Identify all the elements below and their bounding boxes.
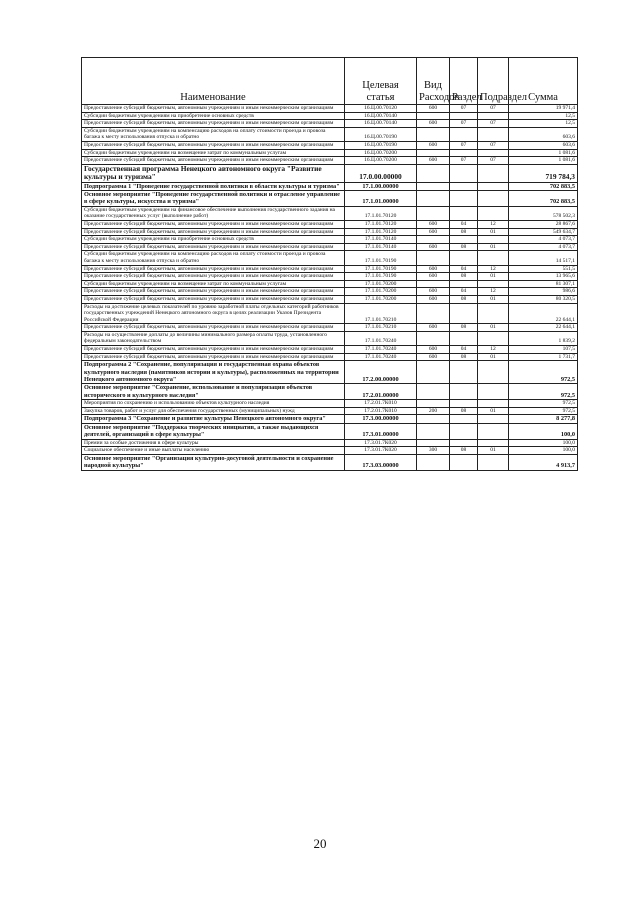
row-target: 17.3.03.00000 bbox=[345, 454, 417, 470]
table-row bbox=[82, 361, 578, 384]
row-section: 07 bbox=[450, 157, 478, 165]
row-section bbox=[450, 423, 478, 439]
table-row bbox=[82, 265, 578, 273]
row-sum: 549 634,7 bbox=[509, 228, 578, 236]
row-subsection bbox=[478, 361, 509, 384]
row-section bbox=[450, 280, 478, 288]
row-section bbox=[450, 384, 478, 400]
row-sum: 19 971,4 bbox=[509, 105, 578, 113]
row-type: 600 bbox=[417, 295, 450, 303]
table-row bbox=[82, 454, 578, 470]
row-subsection bbox=[478, 127, 509, 141]
row-target: 17.1.01.70120 bbox=[345, 228, 417, 236]
row-target: 16.Ц.00.70200 bbox=[345, 157, 417, 165]
row-type: 600 bbox=[417, 324, 450, 332]
table-row bbox=[82, 346, 578, 354]
row-target: 17.1.01.70200 bbox=[345, 288, 417, 296]
row-name: Предоставление субсидий бюджетным, автономным учреждениям и иным некоммерческим организациям bbox=[82, 120, 345, 128]
row-name: Субсидии бюджетным учреждениям на компенсацию расходов на оплату стоимости проезда и провоза багажа к месту использования отпуска и обратно bbox=[82, 127, 345, 141]
row-section: 08 bbox=[450, 273, 478, 281]
header-subsection: Подраздел bbox=[478, 58, 509, 105]
row-name: Предоставление субсидий бюджетным, автономным учреждениям и иным некоммерческим организациям bbox=[82, 157, 345, 165]
row-type bbox=[417, 251, 450, 265]
row-subsection: 07 bbox=[478, 120, 509, 128]
row-type: 600 bbox=[417, 273, 450, 281]
row-name: Расходы на достижение целевых показателей по уровню заработной платы отдельных категорий работников государственных учреждений Ненецкого автономного округа в целях реализации Указов Президента Российской Федерации bbox=[82, 303, 345, 324]
row-subsection: 12 bbox=[478, 288, 509, 296]
row-name: Подпрограмма 2 "Сохранение, популяризация и государственная охрана объектов культурного наследия (памятников истории и культуры), расположенных на территории Ненецкого автономного округа" bbox=[82, 361, 345, 384]
row-name: Субсидии бюджетным учреждениям на приобретение основных средств bbox=[82, 236, 345, 244]
row-type: 600 bbox=[417, 120, 450, 128]
row-target: 16.Ц.00.70190 bbox=[345, 141, 417, 149]
table-header-row bbox=[82, 58, 578, 105]
row-sum: 972,5 bbox=[509, 400, 578, 408]
row-target: 17.3.01.7К020 bbox=[345, 439, 417, 447]
row-subsection bbox=[478, 149, 509, 157]
row-sum: 107,5 bbox=[509, 346, 578, 354]
row-section bbox=[450, 149, 478, 157]
page-number: 20 bbox=[313, 836, 327, 851]
row-target: 17.1.01.70190 bbox=[345, 273, 417, 281]
row-name: Основное мероприятие "Проведение государственной политики и отраслевое управление в сфере культуры, искусства и туризма" bbox=[82, 190, 345, 206]
row-subsection bbox=[478, 190, 509, 206]
row-type bbox=[417, 280, 450, 288]
row-section: 07 bbox=[450, 120, 478, 128]
row-section bbox=[450, 190, 478, 206]
row-subsection bbox=[478, 303, 509, 324]
row-type bbox=[417, 182, 450, 190]
table-body bbox=[82, 105, 578, 471]
row-sum: 986,6 bbox=[509, 288, 578, 296]
row-type bbox=[417, 439, 450, 447]
row-name: Предоставление субсидий бюджетным, автономным учреждениям и иным некоммерческим организациям bbox=[82, 324, 345, 332]
row-type bbox=[417, 423, 450, 439]
row-section bbox=[450, 251, 478, 265]
row-subsection: 01 bbox=[478, 273, 509, 281]
row-name: Социальное обеспечение и иные выплаты населению bbox=[82, 447, 345, 455]
row-type: 600 bbox=[417, 288, 450, 296]
row-target: 16.Ц.00.70190 bbox=[345, 127, 417, 141]
row-type bbox=[417, 361, 450, 384]
row-type bbox=[417, 331, 450, 345]
row-target: 17.2.01.7К010 bbox=[345, 407, 417, 415]
row-subsection: 01 bbox=[478, 295, 509, 303]
row-name: Предоставление субсидий бюджетным, автономным учреждениям и иным некоммерческим организациям bbox=[82, 220, 345, 228]
row-name: Предоставление субсидий бюджетным, автономным учреждениям и иным некоммерческим организациям bbox=[82, 288, 345, 296]
row-type: 300 bbox=[417, 447, 450, 455]
row-type bbox=[417, 384, 450, 400]
row-sum: 1 081,6 bbox=[509, 157, 578, 165]
row-target: 16.Ц.00.70140 bbox=[345, 120, 417, 128]
row-subsection: 07 bbox=[478, 105, 509, 113]
row-sum: 702 883,5 bbox=[509, 182, 578, 190]
header-section: Раздел bbox=[450, 58, 478, 105]
table-row bbox=[82, 190, 578, 206]
table-row bbox=[82, 251, 578, 265]
row-subsection: 07 bbox=[478, 141, 509, 149]
row-sum: 8 277,8 bbox=[509, 415, 578, 423]
table-row bbox=[82, 439, 578, 447]
table-row bbox=[82, 384, 578, 400]
row-name: Основное мероприятие "Организация культурно-досуговой деятельности и сохранение народной культуры" bbox=[82, 454, 345, 470]
row-name: Субсидии бюджетным учреждениям на приобретение основных средств bbox=[82, 112, 345, 120]
row-name: Подпрограмма 1 "Проведение государственной политики в области культуры и туризма" bbox=[82, 182, 345, 190]
row-subsection bbox=[478, 206, 509, 220]
row-name: Предоставление субсидий бюджетным, автономным учреждениям и иным некоммерческим организациям bbox=[82, 243, 345, 251]
row-target: 17.1.01.70200 bbox=[345, 295, 417, 303]
row-sum: 719 784,3 bbox=[509, 164, 578, 182]
row-subsection bbox=[478, 384, 509, 400]
row-sum: 22 644,1 bbox=[509, 303, 578, 324]
row-target: 17.1.01.70240 bbox=[345, 353, 417, 361]
row-target: 16.Ц.00.70120 bbox=[345, 105, 417, 113]
row-target: 16.Ц.00.70200 bbox=[345, 149, 417, 157]
row-type: 600 bbox=[417, 243, 450, 251]
row-subsection: 12 bbox=[478, 265, 509, 273]
row-target: 17.1.00.00000 bbox=[345, 182, 417, 190]
row-type bbox=[417, 415, 450, 423]
header-sum: Сумма bbox=[509, 58, 578, 105]
row-sum: 972,5 bbox=[509, 384, 578, 400]
table-row bbox=[82, 415, 578, 423]
table-row bbox=[82, 353, 578, 361]
row-sum: 578 502,3 bbox=[509, 206, 578, 220]
table-row bbox=[82, 273, 578, 281]
row-name: Закупка товаров, работ и услуг для обеспечения государственных (муниципальных) нужд bbox=[82, 407, 345, 415]
row-name: Предоставление субсидий бюджетным, автономным учреждениям и иным некоммерческим организациям bbox=[82, 228, 345, 236]
row-section: 04 bbox=[450, 220, 478, 228]
row-section: 04 bbox=[450, 265, 478, 273]
row-subsection bbox=[478, 331, 509, 345]
row-sum: 4 073,7 bbox=[509, 236, 578, 244]
row-target: 17.2.01.7К010 bbox=[345, 400, 417, 408]
table-row bbox=[82, 331, 578, 345]
table-row bbox=[82, 228, 578, 236]
row-sum: 603,6 bbox=[509, 127, 578, 141]
row-sum: 13 965,6 bbox=[509, 273, 578, 281]
row-name: Предоставление субсидий бюджетным, автономным учреждениям и иным некоммерческим организациям bbox=[82, 105, 345, 113]
row-name: Субсидии бюджетным учреждениям на компенсацию расходов на оплату стоимости проезда и провоза багажа к месту использования отпуска и обратно bbox=[82, 251, 345, 265]
row-section: 08 bbox=[450, 447, 478, 455]
row-section: 04 bbox=[450, 288, 478, 296]
row-section bbox=[450, 439, 478, 447]
row-type bbox=[417, 190, 450, 206]
row-subsection bbox=[478, 251, 509, 265]
row-type bbox=[417, 400, 450, 408]
row-section bbox=[450, 182, 478, 190]
row-target: 16.Ц.00.70140 bbox=[345, 112, 417, 120]
row-type bbox=[417, 127, 450, 141]
row-name: Субсидии бюджетным учреждениям на финансовое обеспечение выполнения государственного задания на оказание государственных услуг (выполнение работ) bbox=[82, 206, 345, 220]
row-subsection bbox=[478, 236, 509, 244]
row-name: Подпрограмма 3 "Сохранение и развитие культуры Ненецкого автономного округа" bbox=[82, 415, 345, 423]
row-target: 17.1.01.00000 bbox=[345, 190, 417, 206]
row-subsection bbox=[478, 423, 509, 439]
row-section bbox=[450, 236, 478, 244]
table-row bbox=[82, 400, 578, 408]
row-name: Предоставление субсидий бюджетным, автономным учреждениям и иным некоммерческим организациям bbox=[82, 295, 345, 303]
table-row bbox=[82, 149, 578, 157]
row-target: 17.1.01.70140 bbox=[345, 243, 417, 251]
row-target: 17.3.01.7К020 bbox=[345, 447, 417, 455]
row-target: 17.1.01.70190 bbox=[345, 265, 417, 273]
table-row bbox=[82, 112, 578, 120]
row-section: 08 bbox=[450, 295, 478, 303]
row-sum: 4 913,7 bbox=[509, 454, 578, 470]
row-subsection bbox=[478, 280, 509, 288]
row-name: Предоставление субсидий бюджетным, автономным учреждениям и иным некоммерческим организациям bbox=[82, 346, 345, 354]
row-subsection: 01 bbox=[478, 353, 509, 361]
row-subsection bbox=[478, 164, 509, 182]
row-sum: 12,5 bbox=[509, 112, 578, 120]
row-type bbox=[417, 164, 450, 182]
row-sum: 603,6 bbox=[509, 141, 578, 149]
row-sum: 14 517,1 bbox=[509, 251, 578, 265]
row-name: Субсидии бюджетным учреждениям на возмещение затрат по коммунальным услугам bbox=[82, 280, 345, 288]
row-target: 17.1.01.70140 bbox=[345, 236, 417, 244]
row-section: 08 bbox=[450, 407, 478, 415]
table-row bbox=[82, 164, 578, 182]
row-section: 08 bbox=[450, 228, 478, 236]
row-subsection: 12 bbox=[478, 346, 509, 354]
row-type bbox=[417, 454, 450, 470]
row-sum: 551,5 bbox=[509, 265, 578, 273]
row-subsection bbox=[478, 112, 509, 120]
row-sum: 28 867,6 bbox=[509, 220, 578, 228]
row-type bbox=[417, 206, 450, 220]
row-type bbox=[417, 112, 450, 120]
row-target: 17.3.00.00000 bbox=[345, 415, 417, 423]
row-target: 17.1.01.70240 bbox=[345, 346, 417, 354]
table-row bbox=[82, 105, 578, 113]
row-target: 17.1.01.70240 bbox=[345, 331, 417, 345]
table-row bbox=[82, 182, 578, 190]
row-subsection bbox=[478, 400, 509, 408]
row-target: 17.1.01.70120 bbox=[345, 206, 417, 220]
row-type bbox=[417, 303, 450, 324]
row-section: 07 bbox=[450, 105, 478, 113]
row-type: 200 bbox=[417, 407, 450, 415]
row-sum: 100,0 bbox=[509, 447, 578, 455]
row-sum: 1 839,2 bbox=[509, 331, 578, 345]
row-name: Государственная программа Ненецкого автономного округа "Развитие культуры и туризма" bbox=[82, 164, 345, 182]
row-type: 600 bbox=[417, 157, 450, 165]
row-target: 17.3.01.00000 bbox=[345, 423, 417, 439]
row-subsection: 07 bbox=[478, 157, 509, 165]
table-row bbox=[82, 243, 578, 251]
table-row bbox=[82, 141, 578, 149]
table-row bbox=[82, 423, 578, 439]
row-section: 08 bbox=[450, 243, 478, 251]
row-subsection: 01 bbox=[478, 228, 509, 236]
row-subsection: 12 bbox=[478, 220, 509, 228]
table-row bbox=[82, 206, 578, 220]
row-type: 600 bbox=[417, 353, 450, 361]
row-target: 17.1.01.70210 bbox=[345, 324, 417, 332]
row-section: 04 bbox=[450, 346, 478, 354]
table-row bbox=[82, 295, 578, 303]
row-section: 07 bbox=[450, 141, 478, 149]
row-sum: 972,5 bbox=[509, 361, 578, 384]
table-row bbox=[82, 303, 578, 324]
row-target: 17.2.01.00000 bbox=[345, 384, 417, 400]
row-subsection: 01 bbox=[478, 324, 509, 332]
table-row bbox=[82, 280, 578, 288]
row-section: 08 bbox=[450, 324, 478, 332]
row-name: Мероприятия по сохранению и использованию объектов культурного наследия bbox=[82, 400, 345, 408]
row-type: 600 bbox=[417, 228, 450, 236]
row-subsection: 01 bbox=[478, 243, 509, 251]
row-sum: 100,0 bbox=[509, 423, 578, 439]
row-subsection: 01 bbox=[478, 407, 509, 415]
row-type: 600 bbox=[417, 141, 450, 149]
row-target: 17.1.01.70120 bbox=[345, 220, 417, 228]
row-section bbox=[450, 331, 478, 345]
row-sum: 22 644,1 bbox=[509, 324, 578, 332]
table-row bbox=[82, 324, 578, 332]
row-type bbox=[417, 149, 450, 157]
row-name: Расходы на осуществление доплаты до величины минимального размера оплаты труда, установленного федеральным законодательством bbox=[82, 331, 345, 345]
row-target: 17.0.00.00000 bbox=[345, 164, 417, 182]
table-row bbox=[82, 407, 578, 415]
row-section bbox=[450, 112, 478, 120]
table-row bbox=[82, 220, 578, 228]
row-type: 600 bbox=[417, 220, 450, 228]
table-row bbox=[82, 447, 578, 455]
row-sum: 4 073,7 bbox=[509, 243, 578, 251]
row-target: 17.2.00.00000 bbox=[345, 361, 417, 384]
row-target: 17.1.01.70200 bbox=[345, 280, 417, 288]
row-name: Предоставление субсидий бюджетным, автономным учреждениям и иным некоммерческим организациям bbox=[82, 265, 345, 273]
row-section bbox=[450, 206, 478, 220]
table-row bbox=[82, 236, 578, 244]
row-section bbox=[450, 127, 478, 141]
row-section bbox=[450, 415, 478, 423]
row-subsection: 01 bbox=[478, 447, 509, 455]
header-type: Вид Расходов bbox=[417, 58, 450, 105]
row-name: Субсидии бюджетным учреждениям на возмещение затрат по коммунальным услугам bbox=[82, 149, 345, 157]
row-sum: 1 731,7 bbox=[509, 353, 578, 361]
row-subsection bbox=[478, 182, 509, 190]
row-name: Предоставление субсидий бюджетным, автономным учреждениям и иным некоммерческим организациям bbox=[82, 353, 345, 361]
row-sum: 1 081,6 bbox=[509, 149, 578, 157]
table-row bbox=[82, 288, 578, 296]
row-sum: 100,0 bbox=[509, 439, 578, 447]
table-row bbox=[82, 127, 578, 141]
row-sum: 80 320,5 bbox=[509, 295, 578, 303]
row-name: Премии за особые достижения в сфере культуры bbox=[82, 439, 345, 447]
row-subsection bbox=[478, 439, 509, 447]
row-section bbox=[450, 400, 478, 408]
row-type: 600 bbox=[417, 105, 450, 113]
row-section bbox=[450, 454, 478, 470]
budget-table bbox=[81, 57, 578, 471]
row-name: Основное мероприятие "Поддержка творческих инициатив, а также выдающихся деятелей, организаций в сфере культуры" bbox=[82, 423, 345, 439]
row-sum: 12,5 bbox=[509, 120, 578, 128]
row-type: 600 bbox=[417, 346, 450, 354]
row-type bbox=[417, 236, 450, 244]
row-subsection bbox=[478, 415, 509, 423]
row-section bbox=[450, 303, 478, 324]
row-name: Основное мероприятие "Сохранение, использование и популяризация объектов исторического и культурного наследия" bbox=[82, 384, 345, 400]
table-row bbox=[82, 120, 578, 128]
row-section bbox=[450, 361, 478, 384]
row-target: 17.1.01.70190 bbox=[345, 251, 417, 265]
row-target: 17.1.01.70210 bbox=[345, 303, 417, 324]
header-name: Наименование bbox=[82, 58, 345, 105]
row-sum: 81 307,1 bbox=[509, 280, 578, 288]
header-target: Целевая статья bbox=[345, 58, 417, 105]
row-section: 08 bbox=[450, 353, 478, 361]
row-subsection bbox=[478, 454, 509, 470]
row-sum: 972,5 bbox=[509, 407, 578, 415]
row-name: Предоставление субсидий бюджетным, автономным учреждениям и иным некоммерческим организациям bbox=[82, 273, 345, 281]
row-sum: 702 883,5 bbox=[509, 190, 578, 206]
row-section bbox=[450, 164, 478, 182]
row-name: Предоставление субсидий бюджетным, автономным учреждениям и иным некоммерческим организациям bbox=[82, 141, 345, 149]
row-type: 600 bbox=[417, 265, 450, 273]
